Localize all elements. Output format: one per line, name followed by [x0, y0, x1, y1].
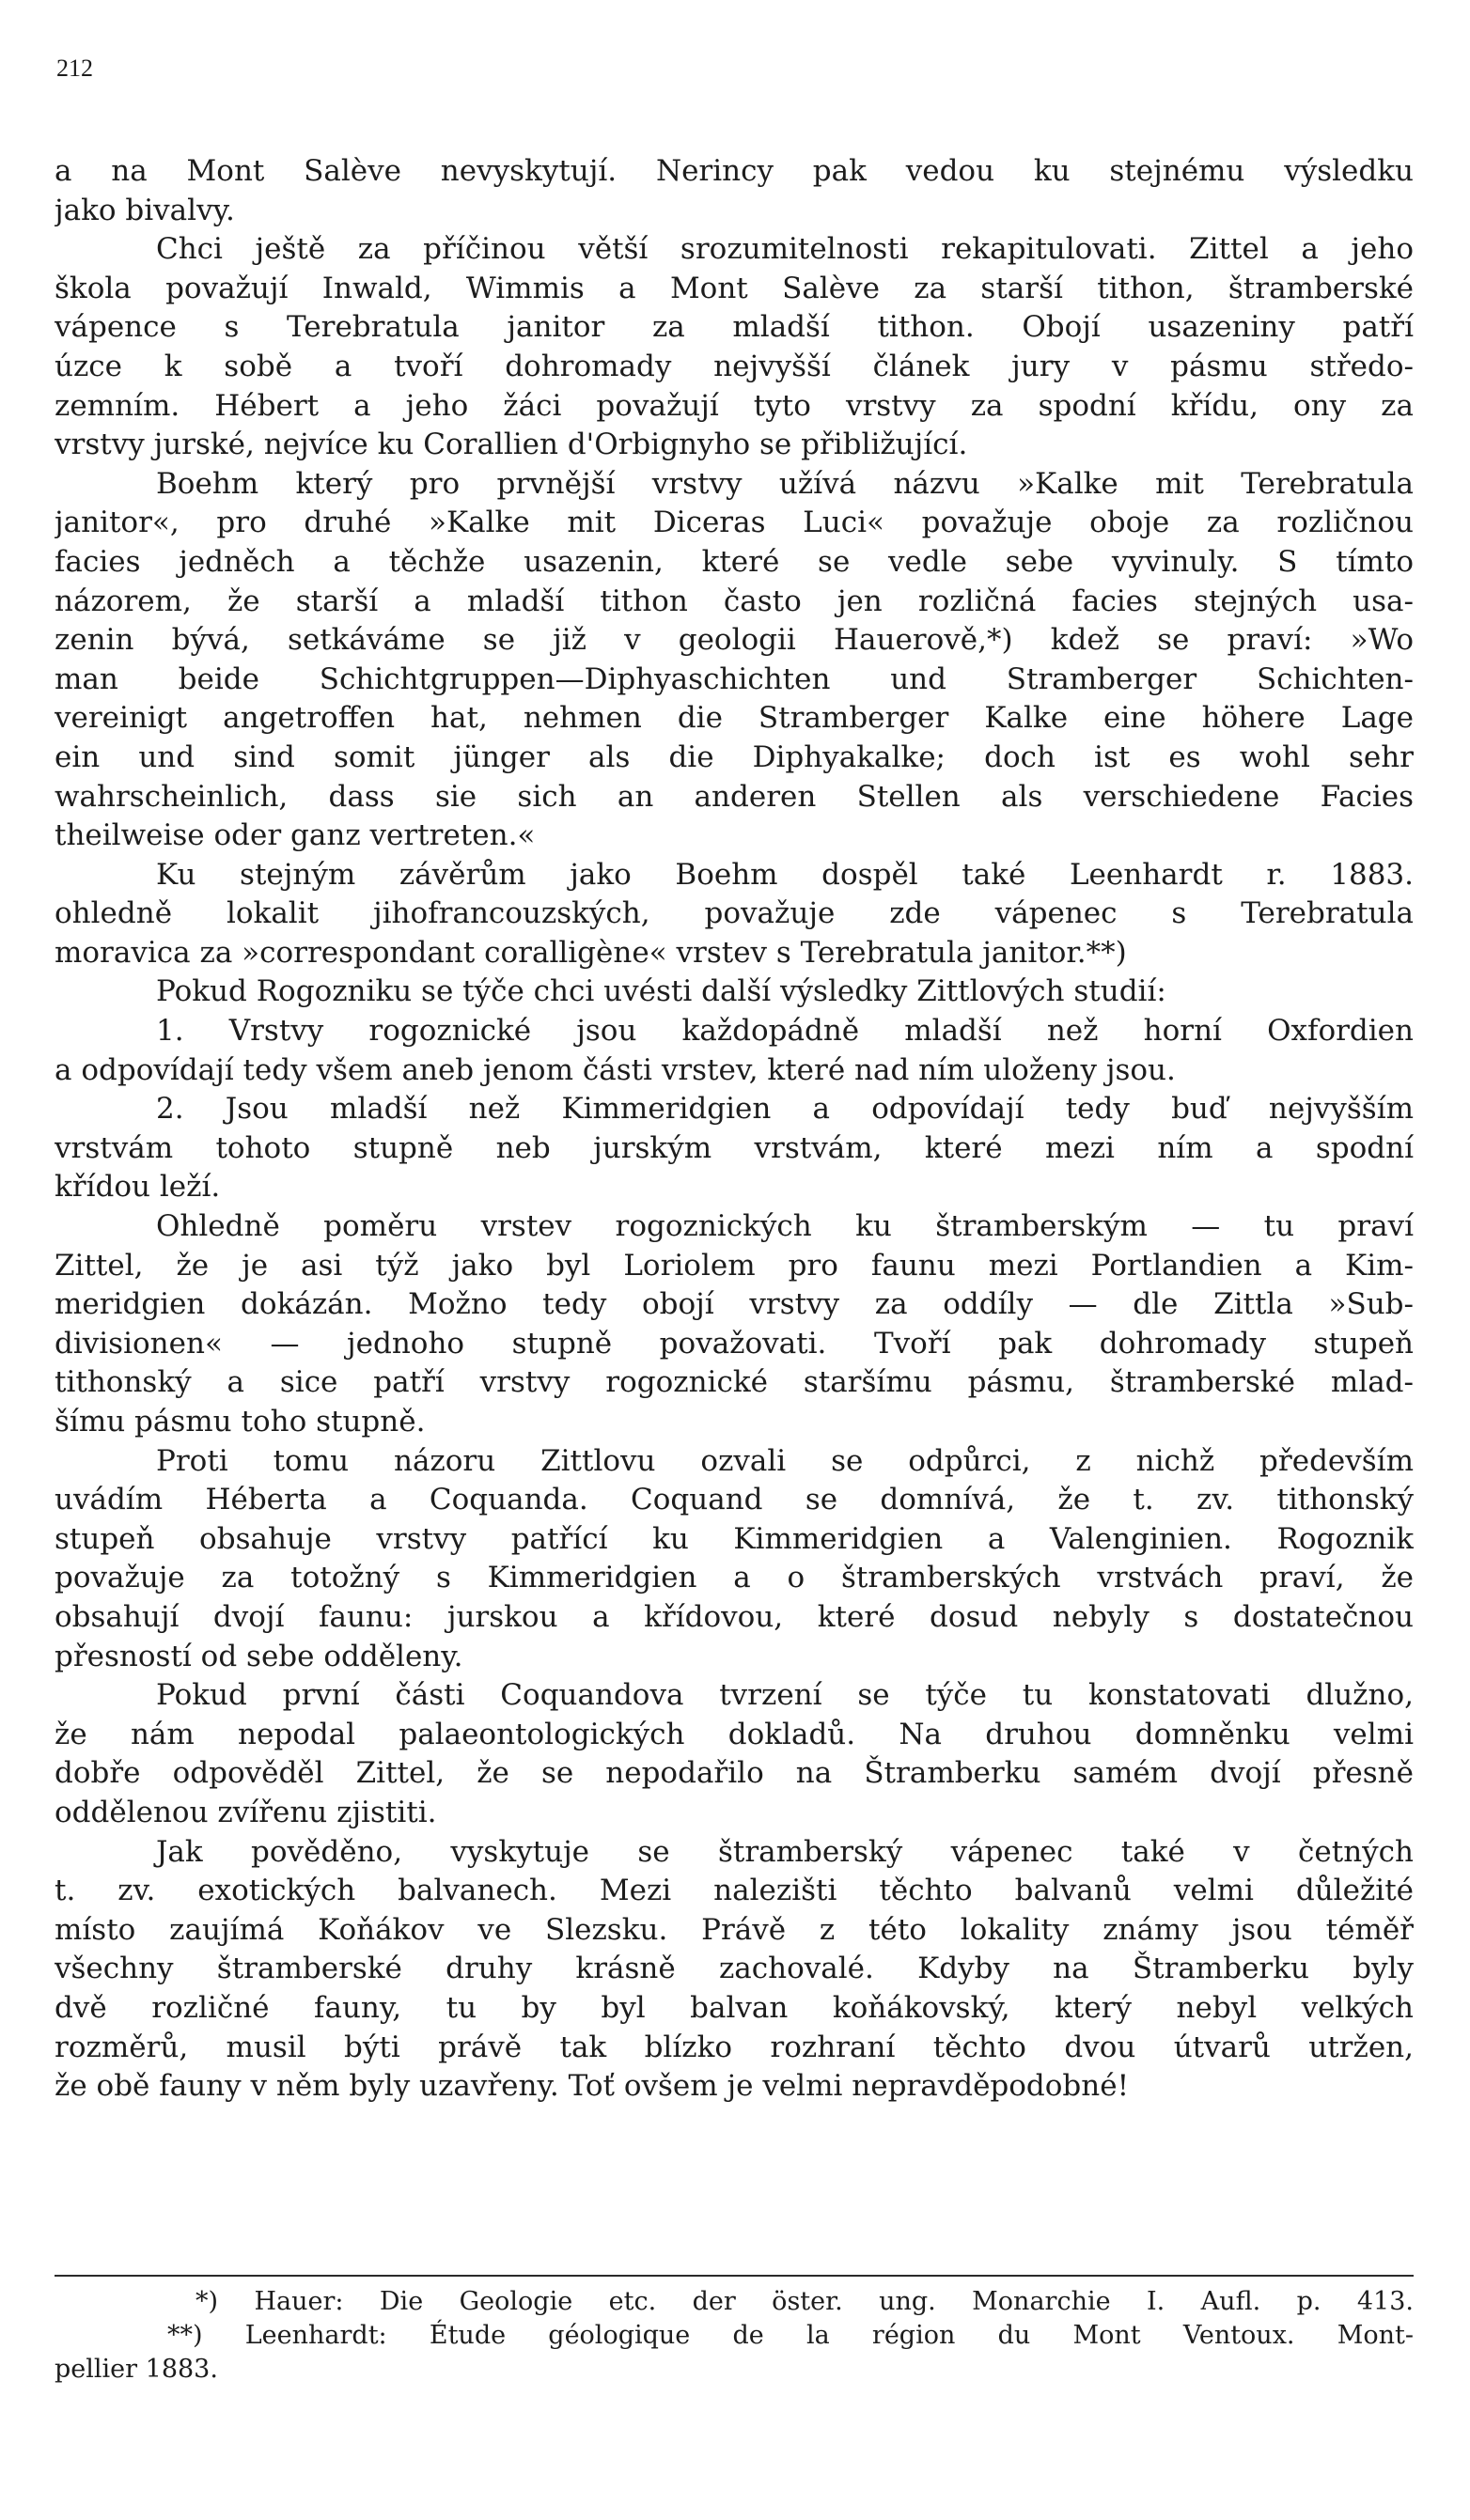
text-line: že nám nepodal palaeontologických dokladů. Na druhou domněnku velmi [55, 1717, 1414, 1751]
text-line: že obě fauny v něm byly uzavřeny. Toť ovšem je velmi nepravděpodobné! [55, 2069, 1130, 2104]
footnote: pellier 1883. [55, 2355, 218, 2384]
text-line: zenin bývá, setkáváme se již v geologii Hauerově,*) kdež se praví: »Wo [55, 623, 1414, 658]
text-line: a odpovídají tedy všem aneb jenom části vrstev, které nad ním uloženy jsou. [55, 1052, 1176, 1087]
text-line: jako bivalvy. [55, 193, 235, 227]
body-text [55, 152, 1414, 2107]
footnote: *) Hauer: Die Geologie etc. der öster. ung. Monarchie I. Aufl. p. 413. [195, 2287, 1414, 2316]
text-line: uvádím Héberta a Coquanda. Coquand se domnívá, že t. zv. tithonský [55, 1483, 1414, 1517]
text-line: vápence s Terebratula janitor za mladší tithon. Obojí usazeniny patří [55, 310, 1414, 345]
text-line: úzce k sobě a tvoří dohromady nejvyšší článek jury v pásmu středo- [55, 349, 1414, 383]
text-line: přesností od sebe odděleny. [55, 1639, 463, 1673]
text-line: facies jedněch a těchže usazenin, které se vedle sebe vyvinuly. S tímto [55, 544, 1414, 579]
text-line: místo zaujímá Koňákov ve Slezsku. Právě z této lokality známy jsou téměř [55, 1912, 1414, 1947]
footnote-divider [55, 2275, 1414, 2277]
text-line: považuje za totožný s Kimmeridgien a o štramberských vrstvách praví, že [55, 1561, 1414, 1595]
text-line: janitor«, pro druhé »Kalke mit Diceras Luci« považuje oboje za rozličnou [55, 506, 1414, 540]
text-line: meridgien dokázán. Možno tedy obojí vrstvy za oddíly — dle Zittla »Sub- [55, 1287, 1414, 1322]
text-line: moravica za »correspondant coralligène« vrstev s Terebratula janitor.**) [55, 935, 1127, 970]
text-line: Pokud první části Coquandova tvrzení se týče tu konstatovati dlužno, [156, 1678, 1414, 1713]
text-line: obsahují dvojí faunu: jurskou a křídovou, které dosud nebyly s dostatečnou [55, 1599, 1414, 1634]
text-line: 1. Vrstvy rogoznické jsou každopádně mladší než horní Oxfordien [156, 1014, 1414, 1049]
text-line: stupeň obsahuje vrstvy patřící ku Kimmeridgien a Valenginien. Rogoznik [55, 1521, 1414, 1556]
text-line: divisionen« — jednoho stupně považovati. Tvoří pak dohromady stupeň [55, 1326, 1414, 1361]
text-line: Boehm který pro prvnější vrstvy užívá názvu »Kalke mit Terebratula [156, 466, 1414, 501]
text-line: Ku stejným závěrům jako Boehm dospěl také Leenhardt r. 1883. [156, 857, 1414, 892]
footnote: **) Leenhardt: Étude géologique de la région du Mont Ventoux. Mont- [167, 2321, 1414, 2350]
text-line: wahrscheinlich, dass sie sich an anderen Stellen als verschiedene Facies [55, 779, 1414, 814]
text-line: Pokud Rogozniku se týče chci uvésti další výsledky Zittlových studií: [156, 974, 1166, 1009]
text-line: šímu pásmu toho stupně. [55, 1405, 426, 1439]
text-line: Ohledně poměru vrstev rogoznických ku štramberským — tu praví [156, 1209, 1414, 1244]
footnotes [55, 2285, 1414, 2387]
text-line: a na Mont Salève nevyskytují. Nerincy pak vedou ku stejnému výsledku [55, 154, 1414, 188]
text-line: tithonský a sice patří vrstvy rogoznické staršímu pásmu, štramberské mlad- [55, 1365, 1414, 1400]
text-line: dvě rozličné fauny, tu by byl balvan koňákovský, který nebyl velkých [55, 1990, 1414, 2025]
text-line: vrstvy jurské, nejvíce ku Corallien d'Orbignyho se přibližující. [55, 428, 968, 462]
text-line: Zittel, že je asi týž jako byl Loriolem pro faunu mezi Portlandien a Kim- [55, 1248, 1414, 1283]
text-line: rozměrů, musil býti právě tak blízko rozhraní těchto dvou útvarů utržen, [55, 2030, 1414, 2064]
text-line: Proti tomu názoru Zittlovu ozvali se odpůrci, z nichž především [156, 1443, 1414, 1478]
text-line: oddělenou zvířenu zjistiti. [55, 1795, 437, 1829]
text-line: dobře odpověděl Zittel, že se nepodařilo na Štramberku samém dvojí přesně [55, 1756, 1414, 1791]
text-line: škola považují Inwald, Wimmis a Mont Salève za starší tithon, štramberské [55, 271, 1414, 305]
text-line: 2. Jsou mladší než Kimmeridgien a odpovídají tedy buď nejvyšším [156, 1092, 1414, 1127]
text-line: křídou leží. [55, 1170, 221, 1205]
text-line: t. zv. exotických balvanech. Mezi nalezišti těchto balvanů velmi důležité [55, 1874, 1414, 1908]
text-line: vrstvám tohoto stupně neb jurským vrstvám, které mezi ním a spodní [55, 1130, 1414, 1165]
text-line: všechny štramberské druhy krásně zachovalé. Kdyby na Štramberku byly [55, 1952, 1414, 1986]
text-line: zemním. Hébert a jeho žáci považují tyto vrstvy za spodní křídu, ony za [55, 388, 1414, 423]
text-line: vereinigt angetroffen hat, nehmen die Stramberger Kalke eine höhere Lage [55, 701, 1414, 736]
text-line: názorem, že starší a mladší tithon často jen rozličná facies stejných usa- [55, 583, 1414, 618]
text-line: Chci ještě za příčinou větší srozumitelnosti rekapitulovati. Zittel a jeho [156, 232, 1414, 267]
text-line: ein und sind somit jünger als die Diphyakalke; doch ist es wohl sehr [55, 739, 1414, 774]
text-line: theilweise oder ganz vertreten.« [55, 818, 536, 853]
text-line: Jak pověděno, vyskytuje se štramberský vápenec také v četných [156, 1834, 1414, 1869]
page-number: 212 [56, 54, 93, 82]
text-line: man beide Schichtgruppen—Diphyaschichten und Stramberger Schichten- [55, 661, 1414, 696]
text-line: ohledně lokalit jihofrancouzských, považuje zde vápenec s Terebratula [55, 896, 1414, 931]
